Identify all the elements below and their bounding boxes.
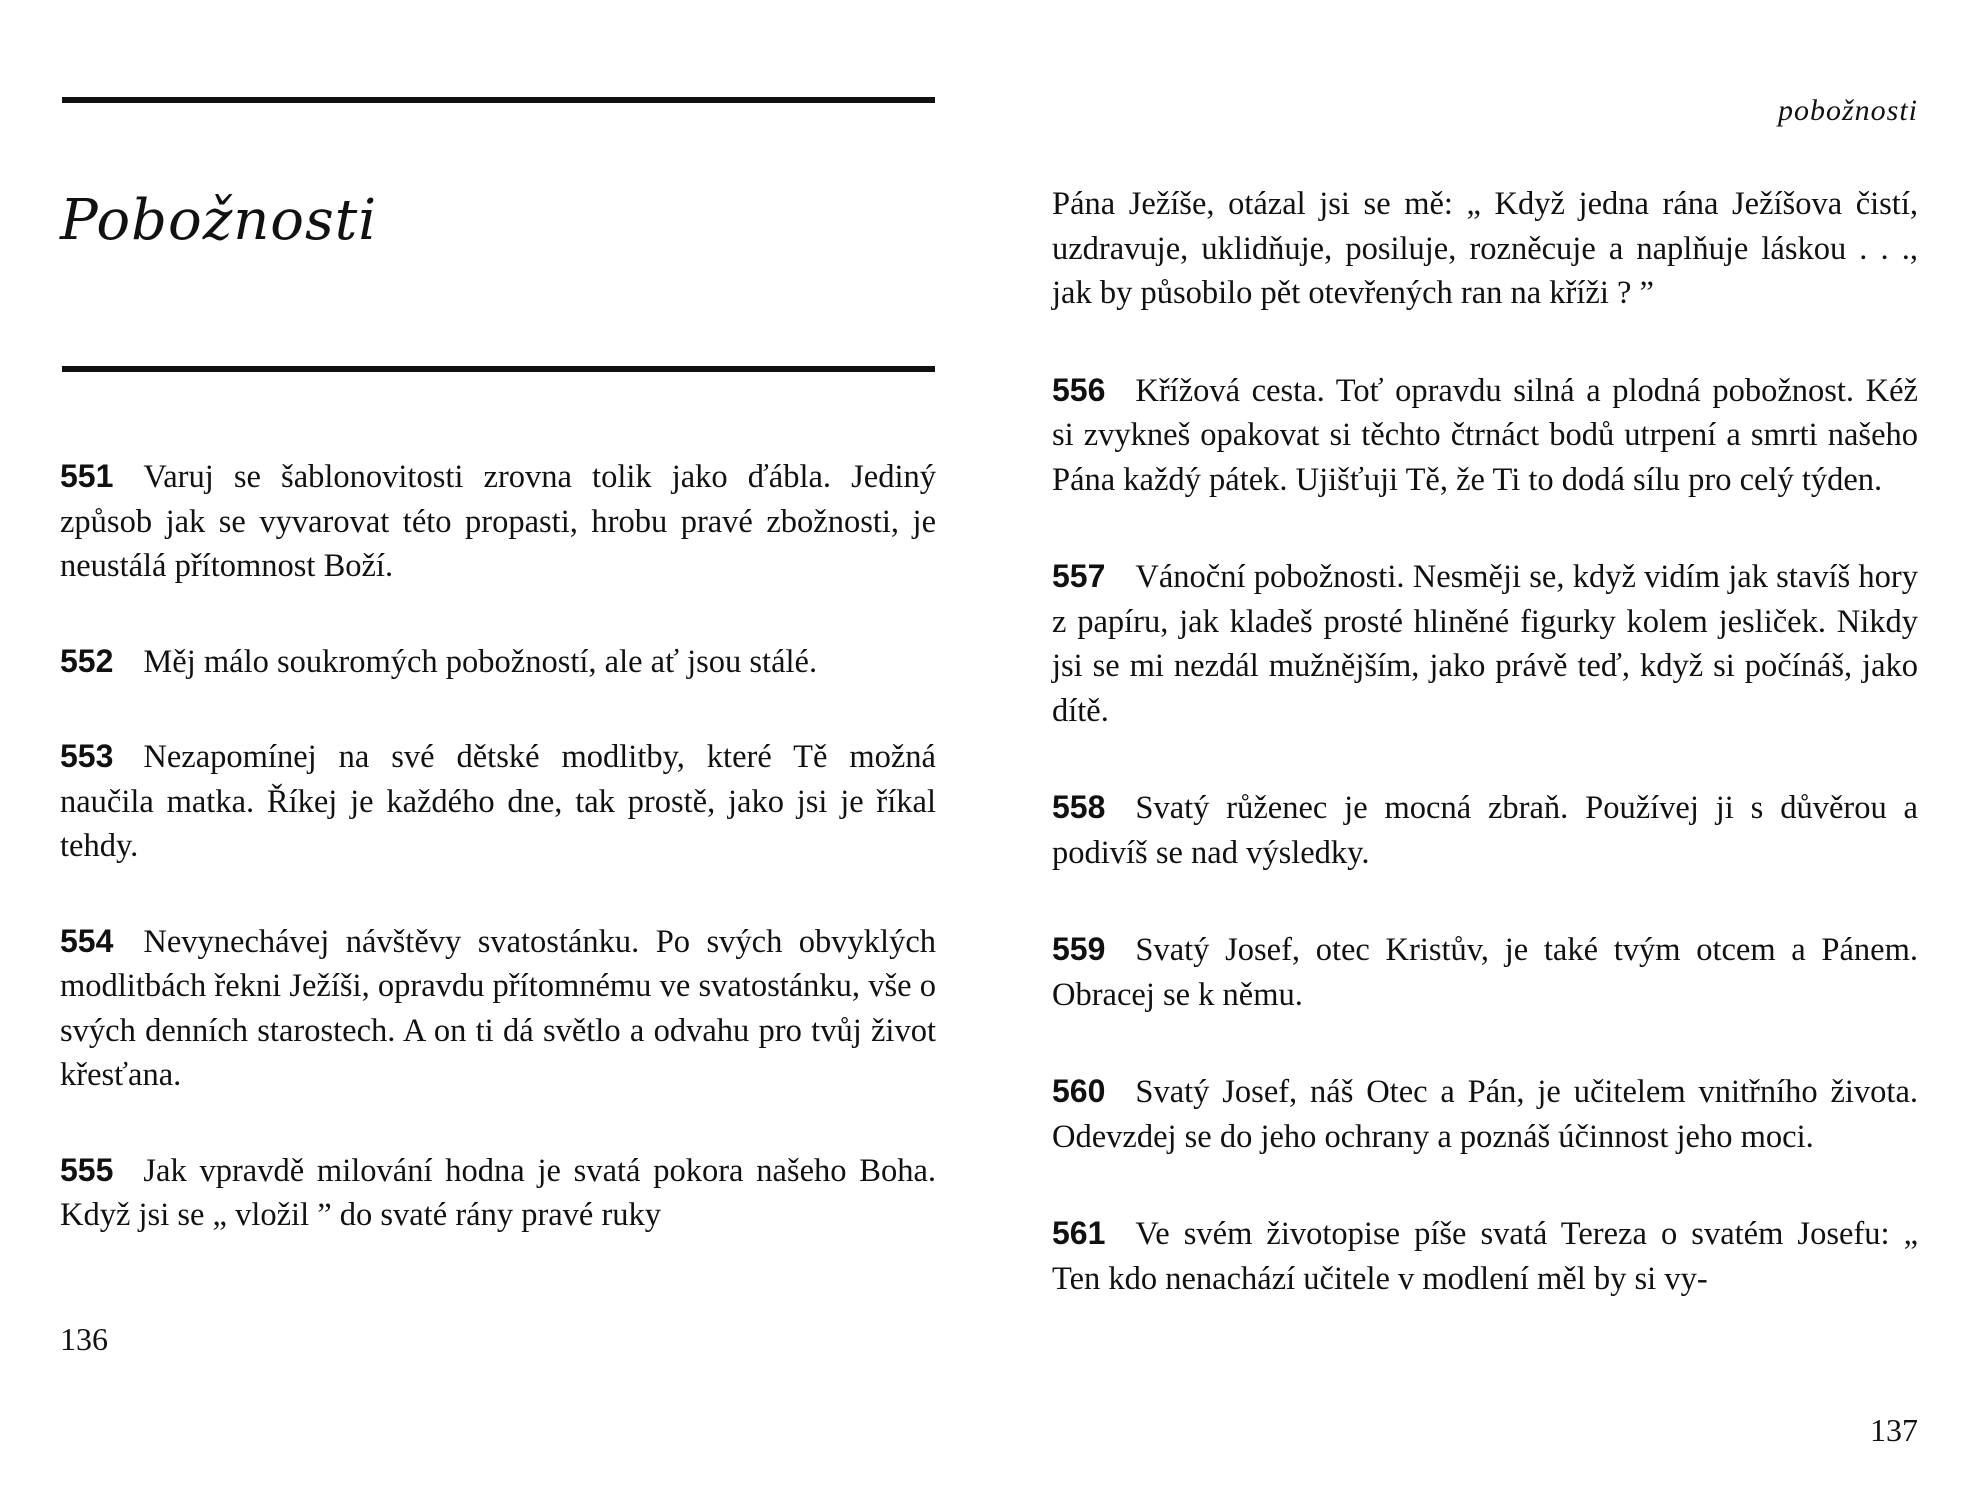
entry-text: Nevynechávej návštěvy svatostánku. Po svých obvyklých modlitbách řekni Ježíši, opravdu přítomnému ve svatostánku, vše o svých denních starostech. A on ti dá světlo a odvahu pro tvůj život křesťana.	[60, 923, 936, 1093]
entry-text: Svatý Josef, otec Kristův, je také tvým otcem a Pánem. Obracej se k němu.	[1052, 932, 1918, 1013]
title-rule-top	[62, 97, 935, 103]
entry-557	[1052, 554, 1918, 733]
entry-text: Vánoční pobožnosti. Nesměji se, když vidím jak stavíš hory z papíru, jak kladeš prosté hliněné figurky kolem jesliček. Nikdy jsi se mi nezdál mužnějším, jako právě teď, když si počínáš, jako dítě.	[1052, 559, 1918, 729]
entry-554	[60, 919, 936, 1098]
entry-number: 561	[1052, 1215, 1106, 1251]
entry-558	[1052, 785, 1918, 875]
page-number: 137	[1870, 1412, 1918, 1448]
entry-number: 554	[60, 922, 114, 959]
page-number: 136	[60, 1321, 108, 1357]
entry-number: 557	[1052, 558, 1106, 594]
entry-number: 553	[60, 738, 114, 774]
entry-text: Křížová cesta. Toť opravdu silná a plodná pobožnost. Kéž si zvykneš opakovat si těchto čtrnáct bodů utrpení a smrti našeho Pána každý pátek. Ujišťuji Tě, že Ti to dodá sílu pro celý týden.	[1052, 372, 1918, 498]
entry-text: Svatý Josef, náš Otec a Pán, je učitelem vnitřního života. Odevzdej se do jeho ochrany a poznáš účinnost jeho moci.	[1052, 1074, 1918, 1155]
entry-number: 558	[1052, 789, 1106, 825]
right-text-column	[1052, 182, 1918, 1301]
entry-text: Jak vpravdě milování hodna je svatá pokora našeho Boha. Když jsi se „ vložil ” do svaté rány pravé ruky	[60, 1152, 936, 1233]
entry-559	[1052, 927, 1918, 1017]
entry-text: Varuj se šablonovitosti zrovna tolik jako ďábla. Jediný způsob jak se vyvarovat této propasti, hrobu pravé zbožnosti, je neustálá přítomnost Boží.	[60, 459, 936, 584]
entry-561	[1052, 1211, 1918, 1301]
entry-556	[1052, 368, 1918, 503]
entry-text: Nezapomínej na své dětské modlitby, které Tě možná naučila matka. Říkej je každého dne, tak prostě, jako jsi je říkal tehdy.	[60, 739, 936, 864]
entry-number: 555	[60, 1151, 114, 1188]
entry-number: 552	[60, 642, 114, 679]
title-rule-bottom	[62, 366, 935, 372]
entry-553	[60, 734, 936, 869]
entry-551	[60, 454, 936, 589]
entry-number: 559	[1052, 931, 1106, 967]
entry-number: 556	[1052, 371, 1106, 408]
entry-number: 560	[1052, 1073, 1106, 1109]
entry-text: Svatý růženec je mocná zbraň. Používej ji s důvěrou a podivíš se nad výsledky.	[1052, 790, 1918, 871]
running-header: pobožnosti	[1777, 94, 1918, 127]
entry-number: 551	[60, 458, 114, 494]
chapter-title: Pobožnosti	[60, 188, 378, 253]
entry-text: Ve svém životopise píše svatá Tereza o svatém Josefu: „ Ten kdo nenachází učitele v modlení měl by si vy-	[1052, 1216, 1918, 1297]
entry-560	[1052, 1069, 1918, 1159]
right-page	[989, 0, 1978, 1500]
entry-555	[60, 1148, 936, 1238]
left-text-column	[60, 454, 936, 1238]
entry-552	[60, 639, 936, 685]
entry-text: Měj málo soukromých pobožností, ale ať jsou stálé.	[143, 643, 818, 680]
continued-paragraph: Pána Ježíše, otázal jsi se mě: „ Když jedna rána Ježíšova čistí, uzdravuje, uklidňuje, posiluje, rozněcuje a naplňuje láskou . . ., jak by působilo pět otevřených ran na kříži ? ”	[1052, 186, 1918, 311]
